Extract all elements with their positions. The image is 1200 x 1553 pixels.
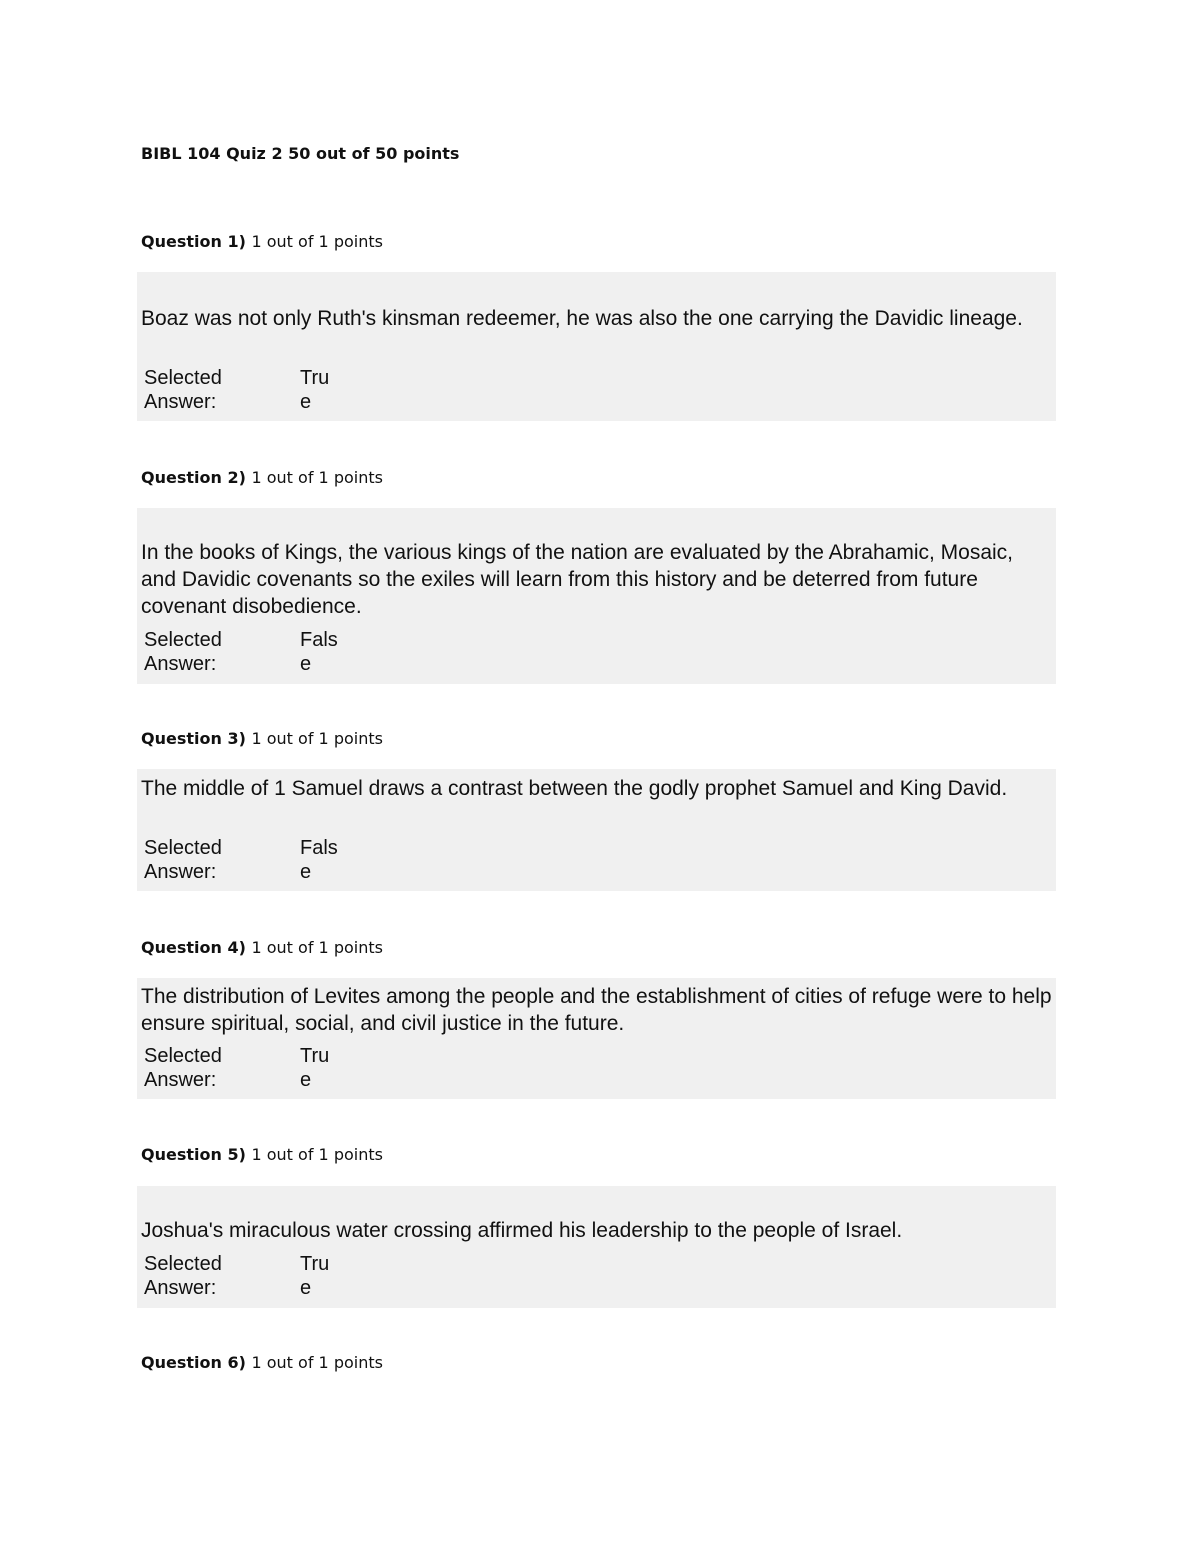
selected-answer-label: Selected Answer: <box>144 1253 222 1299</box>
question-points: 1 out of 1 points <box>251 232 383 251</box>
selected-answer-label: Selected Answer: <box>144 367 222 413</box>
question-box <box>137 272 1056 421</box>
selected-answer-value: True <box>300 1253 330 1299</box>
question-points: 1 out of 1 points <box>251 1145 383 1164</box>
selected-answer-label: Selected Answer: <box>144 1045 222 1091</box>
question-box <box>137 978 1056 1099</box>
question-heading <box>141 938 383 957</box>
question-text: The middle of 1 Samuel draws a contrast between the godly prophet Samuel and King David. <box>141 777 1008 800</box>
selected-answer-value: True <box>300 367 330 413</box>
question-number: Question 1) <box>141 232 246 251</box>
question-points: 1 out of 1 points <box>251 938 383 957</box>
question-points: 1 out of 1 points <box>251 1353 383 1372</box>
question-number: Question 6) <box>141 1353 246 1372</box>
question-heading <box>141 468 383 487</box>
question-points: 1 out of 1 points <box>251 729 383 748</box>
selected-answer-value: False <box>300 629 338 675</box>
selected-answer-label: Selected Answer: <box>144 837 222 883</box>
question-text: Boaz was not only Ruth's kinsman redeemer, he was also the one carrying the Davidic lineage. <box>141 307 1023 330</box>
question-box <box>137 508 1056 684</box>
question-number: Question 2) <box>141 468 246 487</box>
question-number: Question 5) <box>141 1145 246 1164</box>
question-box <box>137 769 1056 891</box>
question-text: Joshua's miraculous water crossing affirmed his leadership to the people of Israel. <box>141 1219 903 1242</box>
selected-answer-value: True <box>300 1045 330 1091</box>
selected-answer-label: Selected Answer: <box>144 629 222 675</box>
question-heading <box>141 1145 383 1164</box>
question-heading <box>141 729 383 748</box>
document-title: BIBL 104 Quiz 2 50 out of 50 points <box>141 144 460 163</box>
question-number: Question 3) <box>141 729 246 748</box>
question-heading <box>141 1353 383 1372</box>
question-text: The distribution of Levites among the people and the establishment of cities of refuge were to help ensure spiritual, social, and civil justice in the future. <box>141 985 1052 1035</box>
question-text: In the books of Kings, the various kings of the nation are evaluated by the Abrahamic, Mosaic, and Davidic covenants so the exiles will learn from this history and be deterred from future covenant disobedience. <box>141 541 1014 618</box>
selected-answer-value: False <box>300 837 338 883</box>
question-box <box>137 1186 1056 1308</box>
question-heading <box>141 232 383 251</box>
question-points: 1 out of 1 points <box>251 468 383 487</box>
question-number: Question 4) <box>141 938 246 957</box>
